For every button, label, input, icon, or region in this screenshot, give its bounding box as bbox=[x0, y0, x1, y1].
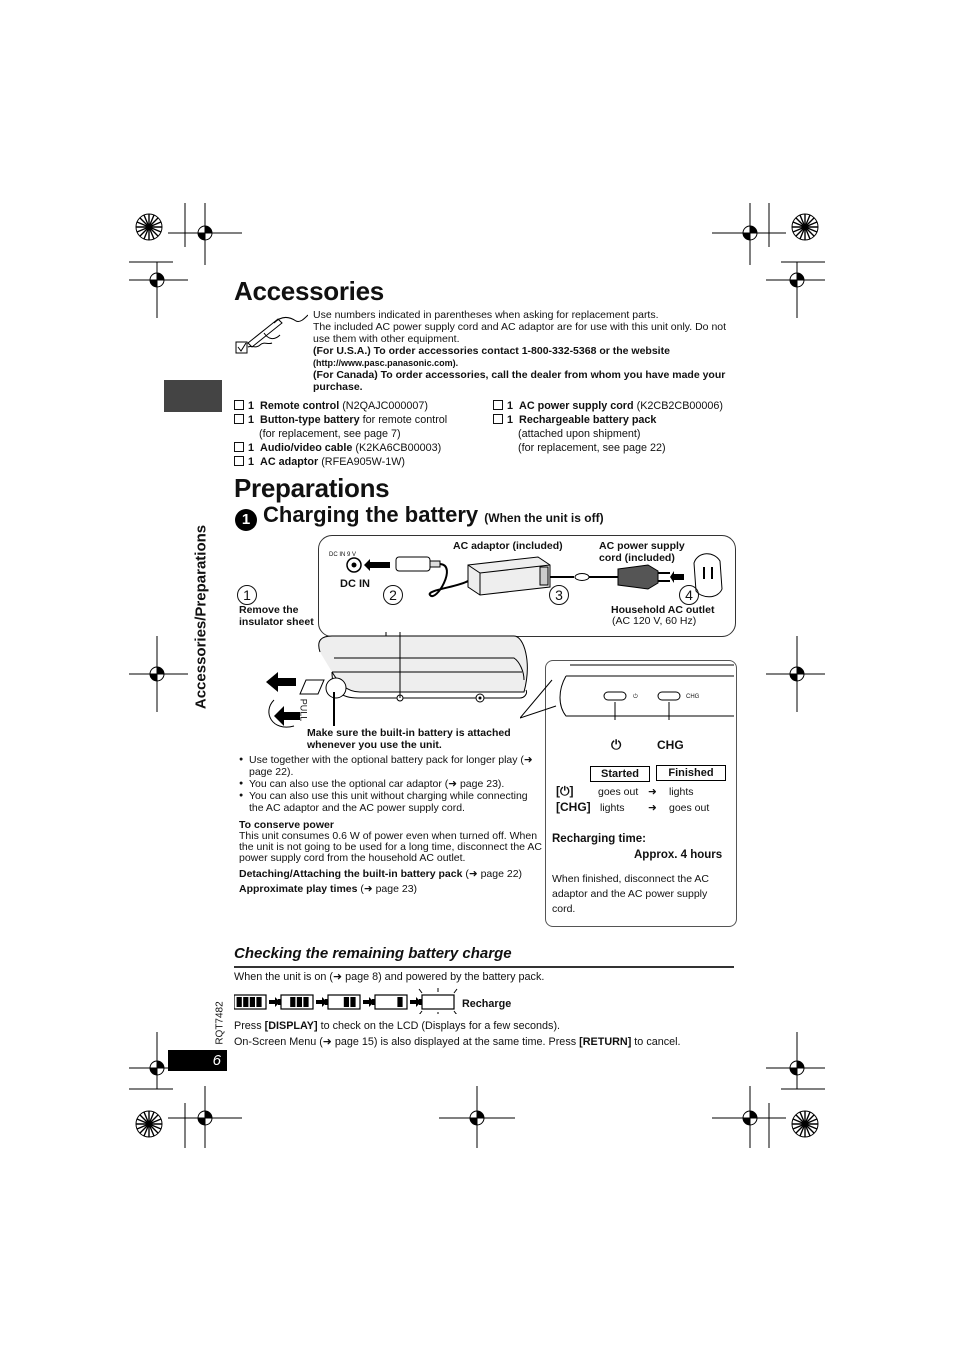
checkbox-icon bbox=[493, 414, 503, 424]
checkbox-icon bbox=[234, 442, 244, 452]
accessory-list-right bbox=[493, 399, 723, 455]
side-panel-illustration bbox=[520, 660, 736, 720]
accessory-list-left bbox=[234, 399, 447, 469]
accessory-item: 1 Remote control (N2QAJC000007) bbox=[234, 399, 447, 413]
charging-heading-note: (When the unit is off) bbox=[484, 511, 604, 525]
play-times-reference: Approximate play times (➜ page 23) bbox=[239, 883, 418, 895]
bullet-item: ● You can also use the optional car adaptor (➜ page 23). bbox=[239, 778, 544, 790]
accessories-title: Accessories bbox=[234, 276, 384, 306]
return-key: [RETURN] bbox=[579, 1036, 632, 1048]
preparations-title: Preparations bbox=[234, 473, 390, 503]
finish-note: When finished, disconnect the AC adaptor and the AC power supply cord. bbox=[552, 873, 710, 915]
usa-order-line: (For U.S.A.) To order accessories contact 1-800-332-5368 or the website bbox=[313, 345, 670, 357]
model-code: RQT7482 bbox=[214, 1001, 226, 1045]
side-tab-label: Accessories/Preparations bbox=[192, 524, 210, 710]
chg-indicator-label: CHG bbox=[657, 738, 684, 752]
display-instruction: Press [DISPLAY] to check on the LCD (Displays for a few seconds). bbox=[234, 1020, 561, 1032]
small-power-mark: ⏻ bbox=[633, 694, 638, 700]
accessory-subnote: (for replacement, see page 7) bbox=[259, 428, 401, 440]
display-key: [DISPLAY] bbox=[264, 1020, 318, 1032]
attached-note-line2: whenever you use the unit. bbox=[307, 739, 442, 751]
pen-note-icon bbox=[234, 309, 308, 357]
accessory-subnote: (for replacement, see page 22) bbox=[518, 442, 666, 454]
accessory-item: 1 AC power supply cord (K2CB2CB00006) bbox=[493, 399, 723, 413]
chg-finished-state: goes out bbox=[669, 802, 710, 814]
battery-level-icon bbox=[372, 995, 407, 1009]
accessory-item: 1 Button-type battery for remote control bbox=[234, 413, 447, 427]
accessories-note bbox=[313, 309, 738, 393]
step-number-badge: 1 bbox=[235, 509, 257, 531]
menu-instruction: On-Screen Menu (➜ page 15) is also displayed at the same time. Press [RETURN] to cancel. bbox=[234, 1036, 681, 1048]
bullet-item: ● You can also use this unit without charging while connecting the AC adaptor and the AC power supply cord. bbox=[239, 790, 544, 814]
step-4-marker: 4 bbox=[679, 585, 699, 605]
outlet-spec: (AC 120 V, 60 Hz) bbox=[612, 615, 697, 627]
step-2-marker: 2 bbox=[383, 585, 403, 605]
checkbox-icon bbox=[234, 400, 244, 410]
charging-heading: Charging the battery (When the unit is off) bbox=[263, 502, 604, 527]
accessory-item: 1 Rechargeable battery pack bbox=[493, 413, 723, 427]
chg-started-state: lights bbox=[600, 802, 625, 814]
detach-reference: Detaching/Attaching the built-in battery pack (➜ page 22) bbox=[239, 868, 523, 880]
note-line-1: Use numbers indicated in parentheses when asking for replacement parts. bbox=[313, 309, 659, 321]
checkbox-icon bbox=[234, 456, 244, 466]
small-chg-mark: CHG bbox=[686, 694, 700, 700]
battery-level-sequence bbox=[234, 988, 458, 1014]
remove-sheet-label-line2: insulator sheet bbox=[239, 616, 314, 628]
accessory-subnote: (attached upon shipment) bbox=[518, 428, 641, 440]
ac-adaptor-label: AC adaptor (included) bbox=[453, 540, 563, 552]
battery-level-icon bbox=[278, 995, 313, 1009]
household-outlet-label: Household AC outlet bbox=[611, 604, 715, 616]
side-tab-marker bbox=[164, 380, 222, 412]
step-3-marker: 3 bbox=[549, 585, 569, 605]
remove-sheet-label-line1: Remove the bbox=[239, 604, 299, 616]
step-1-marker: 1 bbox=[237, 585, 257, 605]
canada-order-line: (For Canada) To order accessories, call the dealer from whom you have made your purchase. bbox=[313, 369, 726, 393]
checkbox-icon bbox=[493, 400, 503, 410]
conserve-power-section bbox=[239, 820, 544, 895]
dc-in-label: DC IN bbox=[340, 578, 370, 590]
note-line-2: The included AC power supply cord and AC adaptor are for use with this unit only. Do not use them with other equipment. bbox=[313, 321, 727, 345]
power-cord-label-line2: cord (included) bbox=[599, 552, 675, 564]
recharge-time-value: Approx. 4 hours bbox=[634, 849, 723, 861]
usa-website: (http://www.pasc.panasonic.com). bbox=[313, 358, 459, 368]
recharge-label: Recharge bbox=[462, 998, 512, 1010]
dc-in-small-label: DC IN 9 V bbox=[329, 552, 357, 558]
finished-tag: Finished bbox=[656, 765, 726, 781]
conserve-body: This unit consumes 0.6 W of power even when turned off. When the unit is not going to be used for a long time, disconnect the AC power supply cord from the household AC outlet. bbox=[239, 830, 542, 864]
battery-level-icon bbox=[325, 995, 360, 1009]
power-started-state: goes out bbox=[598, 786, 639, 798]
arrow-icon: ➜ bbox=[648, 802, 657, 814]
remaining-intro: When the unit is on (➜ page 8) and powered by the battery pack. bbox=[234, 971, 545, 983]
accessory-item: 1 Audio/video cable (K2KA6CB00003) bbox=[234, 441, 447, 455]
power-indicator-label: ⏻ bbox=[611, 737, 622, 752]
accessory-item: 1 AC adaptor (RFEA905W-1W) bbox=[234, 455, 447, 469]
remaining-charge-title: Checking the remaining battery charge bbox=[234, 945, 512, 962]
section-divider bbox=[234, 966, 734, 968]
conserve-title: To conserve power bbox=[239, 819, 334, 831]
arrow-icon: ➜ bbox=[648, 786, 657, 798]
charging-notes bbox=[239, 754, 544, 814]
pull-label: PULL bbox=[298, 698, 309, 722]
attached-note-line1: Make sure the built-in battery is attached bbox=[307, 727, 511, 739]
bullet-item: ● Use together with the optional battery pack for longer play (➜ page 22). bbox=[239, 754, 544, 778]
battery-level-icon bbox=[234, 995, 266, 1009]
power-cord-label-line1: AC power supply bbox=[599, 540, 685, 552]
power-finished-state: lights bbox=[669, 786, 694, 798]
recharge-time-title: Recharging time: bbox=[552, 833, 646, 845]
battery-empty-icon bbox=[419, 988, 457, 1014]
page-number: 6 bbox=[168, 1050, 227, 1071]
checkbox-icon bbox=[234, 414, 244, 424]
indicator-chg: [CHG] bbox=[556, 800, 591, 814]
started-tag: Started bbox=[590, 766, 650, 782]
indicator-power: [⏻] bbox=[556, 784, 574, 798]
